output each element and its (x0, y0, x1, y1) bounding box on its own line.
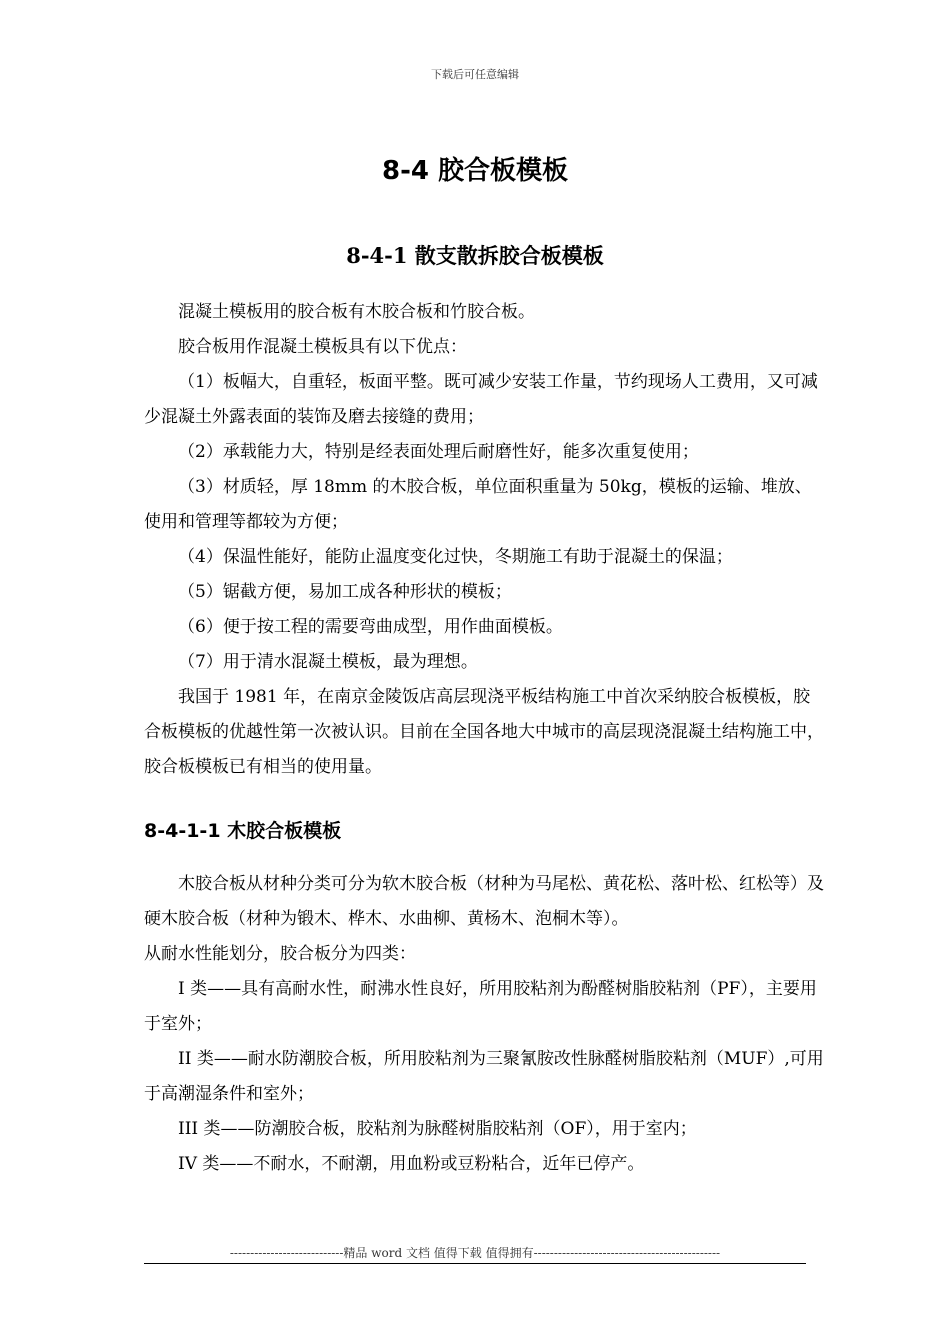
page-title: 8-4 胶合板模板 (381, 156, 569, 186)
subsection-title: 8-4-1-1 木胶合板模板 (144, 820, 342, 842)
list-item: （5）锯截方便，易加工成各种形状的模板； (178, 582, 512, 602)
paragraph: 混凝土模板用的胶合板有木胶合板和竹胶合板。 (178, 302, 535, 322)
list-item: （3）材质轻，厚 18mm 的木胶合板，单位面积重量为 50kg，模板的运输、堆放、使用和管理等都较为方便； (144, 477, 812, 532)
paragraph: 木胶合板从材种分类可分为软木胶合板（材种为马尾松、黄花松、落叶松、红松等）及硬木胶合板（材种为锻木、桦木、水曲柳、黄杨木、泡桐木等）。 (144, 874, 824, 929)
page-footer-text: ----------------------------精品 word 文档 值得下载 值得拥有---------------------------------------------- (229, 1246, 721, 1260)
list-item: （4）保温性能好，能防止温度变化过快，冬期施工有助于混凝土的保温； (178, 547, 733, 567)
subsection-body (144, 867, 824, 1182)
list-item: （2）承载能力大，特别是经表面处理后耐磨性好，能多次重复使用； (178, 442, 699, 462)
paragraph: 从耐水性能划分，胶合板分为四类： (144, 944, 416, 964)
section-title: 8-4-1 散支散拆胶合板模板 (346, 243, 604, 268)
list-item: （6）便于按工程的需要弯曲成型，用作曲面模板。 (178, 617, 563, 637)
list-item: （1）板幅大，自重轻，板面平整。既可减少安装工作量，节约现场人工费用，又可减少混凝土外露表面的装饰及磨去接缝的费用； (144, 372, 818, 427)
list-item: I 类——具有高耐水性，耐沸水性良好，所用胶粘剂为酚醛树脂胶粘剂（PF），主要用于室外； (144, 979, 817, 1034)
section-body (144, 295, 824, 785)
list-item: III 类——防潮胶合板，胶粘剂为脉醛树脂胶粘剂（OF），用于室内； (178, 1119, 697, 1139)
list-item: II 类——耐水防潮胶合板，所用胶粘剂为三聚氰胺改性脉醛树脂胶粘剂（MUF）,可用于高潮湿条件和室外； (144, 1049, 824, 1104)
paragraph: 我国于 1981 年，在南京金陵饭店高层现浇平板结构施工中首次采纳胶合板模板，胶合板模板的优越性第一次被认识。目前在全国各地大中城市的高层现浇混凝土结构施工中，胶合板模板已有相当的使用量。 (144, 687, 824, 777)
list-item: （7）用于清水混凝土模板，最为理想。 (178, 652, 478, 672)
page-header-note: 下载后可任意编辑 (431, 68, 519, 81)
paragraph: 胶合板用作混凝土模板具有以下优点： (178, 337, 467, 357)
footer-divider (144, 1263, 806, 1264)
list-item: IV 类——不耐水，不耐潮，用血粉或豆粉粘合，近年已停产。 (178, 1154, 645, 1174)
